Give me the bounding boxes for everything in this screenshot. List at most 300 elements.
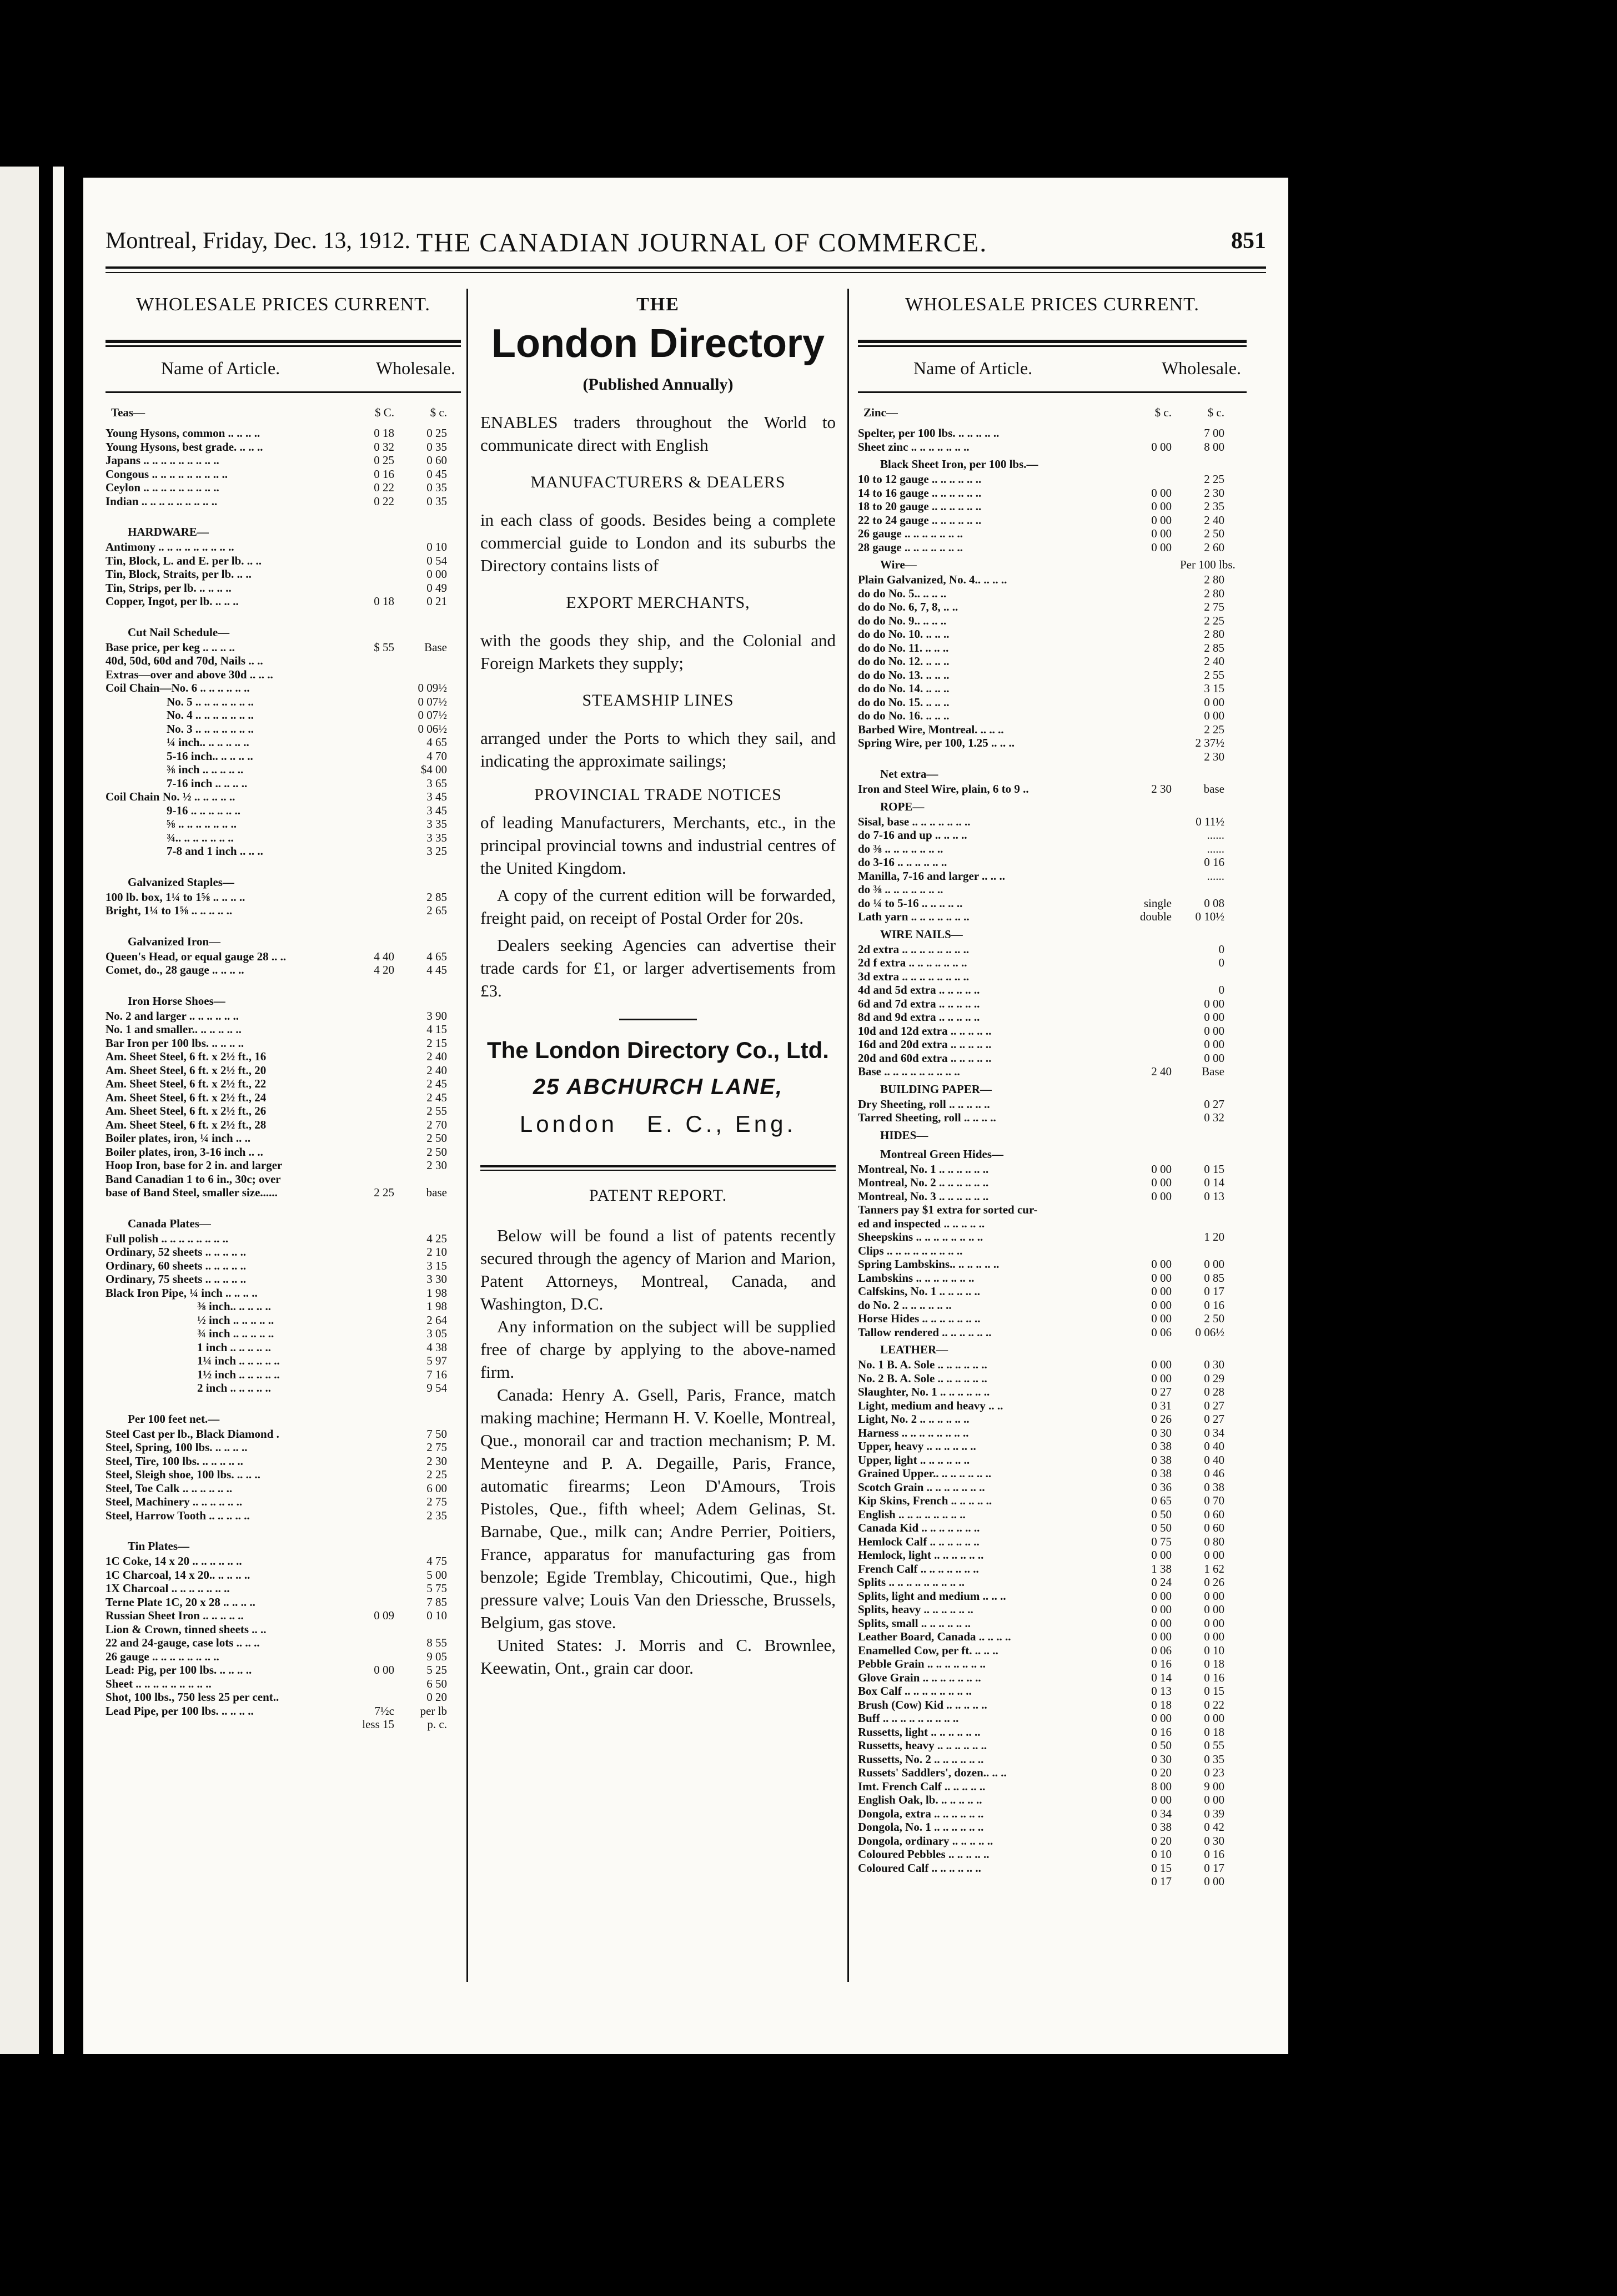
price-row bbox=[858, 500, 1247, 513]
left-column-headings bbox=[106, 347, 461, 391]
price-low: 0 24 bbox=[1151, 1575, 1172, 1589]
price-low: 0 00 bbox=[1151, 1548, 1172, 1562]
article-name: 6d and 7d extra .. .. .. .. .. bbox=[858, 996, 980, 1010]
article-name: Tin Plates— bbox=[128, 1539, 190, 1553]
subsection-heading-row bbox=[106, 1213, 461, 1232]
price-row bbox=[106, 454, 461, 467]
price-row bbox=[858, 1111, 1247, 1125]
article-name: Young Hysons, common .. .. .. .. bbox=[106, 426, 260, 440]
article-name: HIDES— bbox=[880, 1128, 928, 1142]
price-row bbox=[858, 1481, 1247, 1494]
price-high: 2 85 bbox=[1204, 641, 1224, 654]
price-high: 5 97 bbox=[426, 1354, 447, 1367]
price-row bbox=[106, 440, 461, 454]
price-high: 3 15 bbox=[426, 1258, 447, 1272]
article-name: Zinc— bbox=[863, 406, 898, 419]
subsection-heading-row bbox=[106, 990, 461, 1009]
price-high: 3 25 bbox=[426, 844, 447, 858]
price-high: 0 35 bbox=[426, 481, 447, 494]
price-high: 0 10 bbox=[426, 540, 447, 553]
article-name: 1X Charcoal .. .. .. .. .. .. .. bbox=[106, 1582, 230, 1595]
article-name: Steel, Sleigh shoe, 100 lbs. .. .. .. bbox=[106, 1468, 260, 1481]
article-name: Kip Skins, French .. .. .. .. .. bbox=[858, 1494, 992, 1507]
price-low: 0 50 bbox=[1151, 1739, 1172, 1752]
article-name: Galvanized Iron— bbox=[128, 934, 221, 948]
price-low: 0 38 bbox=[1151, 1439, 1172, 1453]
price-high: 8 55 bbox=[426, 1636, 447, 1649]
price-high: 0 08 bbox=[1204, 896, 1224, 910]
price-row bbox=[858, 1230, 1247, 1244]
price-high: 0 60 bbox=[426, 454, 447, 467]
price-high: 0 27 bbox=[1204, 1412, 1224, 1426]
price-row bbox=[858, 1285, 1247, 1298]
price-low: 0 13 bbox=[1151, 1684, 1172, 1698]
price-row bbox=[106, 1509, 461, 1523]
price-low: 0 00 bbox=[1151, 1312, 1172, 1325]
price-row bbox=[106, 1118, 461, 1132]
price-high: 2 45 bbox=[426, 1077, 447, 1090]
article-name: Dongola, ordinary .. .. .. .. .. bbox=[858, 1834, 993, 1847]
article-name: Russetts, heavy .. .. .. .. .. .. bbox=[858, 1739, 987, 1752]
price-row bbox=[858, 1711, 1247, 1725]
price-high: Base bbox=[424, 640, 447, 654]
price-row bbox=[858, 1038, 1247, 1051]
price-row bbox=[858, 1548, 1247, 1562]
article-name: 10 to 12 gauge .. .. .. .. .. .. bbox=[858, 472, 982, 486]
article-name: Plain Galvanized, No. 4.. .. .. .. bbox=[858, 573, 1007, 586]
ad-caption-export: EXPORT MERCHANTS, bbox=[566, 593, 750, 612]
price-high: 0 55 bbox=[1204, 1739, 1224, 1752]
left-price-table bbox=[106, 393, 461, 1731]
price-high: 0 13 bbox=[1204, 1189, 1224, 1203]
price-row bbox=[858, 1162, 1247, 1176]
article-name: 4d and 5d extra .. .. .. .. .. bbox=[858, 983, 980, 996]
company-city: London E. C., Eng. bbox=[519, 1111, 797, 1137]
article-name: Brush (Cow) Kid .. .. .. .. .. bbox=[858, 1698, 987, 1711]
price-high: 0 00 bbox=[1204, 1793, 1224, 1806]
article-name: No. 1 B. A. Sole .. .. .. .. .. .. bbox=[858, 1358, 987, 1371]
ad-caption-manufacturers: MANUFACTURERS & DEALERS bbox=[530, 473, 786, 491]
article-name: Grained Upper.. .. .. .. .. .. .. bbox=[858, 1467, 992, 1480]
price-high: 0 40 bbox=[1204, 1439, 1224, 1453]
price-low: 0 75 bbox=[1151, 1534, 1172, 1548]
article-name: Base .. .. .. .. .. .. .. .. .. bbox=[858, 1065, 960, 1078]
price-low: 0 50 bbox=[1151, 1521, 1172, 1534]
name-of-article-heading: Name of Article. bbox=[161, 358, 280, 378]
price-row bbox=[858, 1217, 1247, 1231]
price-high: 2 65 bbox=[426, 904, 447, 917]
subsection-heading-row bbox=[106, 521, 461, 540]
price-high: 0 35 bbox=[426, 494, 447, 508]
price-high: 0 28 bbox=[1204, 1385, 1224, 1398]
price-row bbox=[858, 600, 1247, 614]
price-high: 9 00 bbox=[1204, 1779, 1224, 1793]
price-high: 0 26 bbox=[1204, 1575, 1224, 1589]
price-high: 0 16 bbox=[1204, 1298, 1224, 1312]
price-row bbox=[106, 1427, 461, 1441]
price-high: 0 14 bbox=[1204, 1176, 1224, 1189]
price-low: 0 27 bbox=[1151, 1385, 1172, 1398]
article-name: do 7-16 and up .. .. .. .. bbox=[858, 828, 967, 842]
price-high: 0 46 bbox=[1204, 1467, 1224, 1480]
price-high: 0 27 bbox=[1204, 1398, 1224, 1412]
price-row bbox=[106, 1245, 461, 1259]
price-low: 0 22 bbox=[374, 494, 394, 508]
row-spacer bbox=[106, 858, 461, 872]
price-high: 0 00 bbox=[1204, 1051, 1224, 1065]
article-name: Coil Chain—No. 6 .. .. .. .. .. .. bbox=[106, 681, 250, 694]
price-high: 0 80 bbox=[1204, 1534, 1224, 1548]
article-name: Montreal, No. 2 .. .. .. .. .. .. bbox=[858, 1176, 989, 1189]
price-high: 0 40 bbox=[1204, 1453, 1224, 1467]
price-low: 0 00 bbox=[1151, 1630, 1172, 1643]
price-row bbox=[858, 1753, 1247, 1766]
price-low: 0 26 bbox=[1151, 1412, 1172, 1426]
price-low: 4 20 bbox=[374, 963, 394, 976]
article-name: do do No. 12. .. .. .. bbox=[858, 654, 950, 668]
price-high: 0 00 bbox=[426, 567, 447, 581]
price-low: 2 40 bbox=[1151, 1065, 1172, 1078]
price-row bbox=[106, 736, 461, 749]
price-row bbox=[858, 956, 1247, 970]
price-high: 0 32 bbox=[1204, 1111, 1224, 1124]
article-name: LEATHER— bbox=[880, 1343, 948, 1356]
price-row bbox=[858, 1426, 1247, 1440]
price-high: 0 00 bbox=[1204, 695, 1224, 709]
price-high: 0 39 bbox=[1204, 1806, 1224, 1820]
price-low: 0 00 bbox=[1151, 1257, 1172, 1271]
price-high: 0 17 bbox=[1204, 1861, 1224, 1875]
price-row bbox=[106, 481, 461, 495]
price-low: 0 00 bbox=[1151, 513, 1172, 527]
price-high: $4 00 bbox=[420, 763, 447, 776]
ad-subtitle: (Published Annually) bbox=[582, 375, 734, 394]
price-high: 0 49 bbox=[426, 581, 447, 595]
price-low: 8 00 bbox=[1151, 1779, 1172, 1793]
price-high: 0 00 bbox=[1204, 1257, 1224, 1271]
price-row bbox=[106, 1718, 461, 1731]
article-name: do No. 2 .. .. .. .. .. .. bbox=[858, 1298, 952, 1312]
article-name: Dry Sheeting, roll .. .. .. .. .. bbox=[858, 1097, 990, 1111]
article-name: Tallow rendered .. .. .. .. .. .. bbox=[858, 1325, 992, 1339]
price-high: 0 11½ bbox=[1196, 814, 1224, 828]
article-name: Splits, light and medium .. .. .. bbox=[858, 1589, 1006, 1603]
article-name: Am. Sheet Steel, 6 ft. x 2½ ft., 22 bbox=[106, 1077, 267, 1090]
price-high: 1 20 bbox=[1204, 1230, 1224, 1243]
price-row bbox=[858, 1603, 1247, 1617]
subsection-heading-row bbox=[858, 554, 1247, 573]
article-name: ⅜ inch .. .. .. .. .. bbox=[167, 763, 244, 776]
price-row bbox=[106, 1482, 461, 1496]
article-name: Bar Iron per 100 lbs. .. .. .. .. bbox=[106, 1036, 244, 1050]
price-high: 0 09½ bbox=[418, 681, 447, 694]
column-divider-right bbox=[847, 289, 849, 1982]
price-high: 6 50 bbox=[426, 1676, 447, 1690]
wholesale-heading: Wholesale. bbox=[375, 358, 455, 378]
price-high: ...... bbox=[1207, 842, 1224, 855]
price-row bbox=[106, 540, 461, 554]
article-name: Slaughter, No. 1 .. .. .. .. .. .. bbox=[858, 1385, 990, 1398]
article-name: Steel, Machinery .. .. .. .. .. .. bbox=[106, 1495, 243, 1508]
price-row bbox=[858, 1562, 1247, 1576]
price-row bbox=[858, 1467, 1247, 1481]
article-name: HARDWARE— bbox=[128, 525, 209, 538]
article-name: Montreal Green Hides— bbox=[880, 1147, 1004, 1161]
article-name: Splits .. .. .. .. .. .. .. .. .. bbox=[858, 1575, 965, 1589]
article-name: Steel, Toe Calk .. .. .. .. .. .. bbox=[106, 1481, 233, 1495]
price-low: 1 38 bbox=[1151, 1562, 1172, 1575]
article-name: Manilla, 7-16 and larger .. .. .. bbox=[858, 869, 1006, 883]
article-name: Russets' Saddlers', dozen.. .. .. bbox=[858, 1766, 1007, 1779]
right-column-title: WHOLESALE PRICES CURRENT. bbox=[905, 294, 1199, 315]
newspaper-page bbox=[83, 178, 1288, 2054]
price-high: 3 45 bbox=[426, 790, 447, 803]
section-heading-row bbox=[106, 393, 461, 426]
article-name: Glove Grain .. .. .. .. .. .. .. bbox=[858, 1670, 981, 1684]
header-rule bbox=[106, 266, 1266, 269]
article-name: do ⅜ .. .. .. .. .. .. .. bbox=[858, 883, 943, 896]
article-name: 10d and 12d extra .. .. .. .. .. bbox=[858, 1024, 992, 1038]
price-row bbox=[106, 804, 461, 818]
article-name: Buff .. .. .. .. .. .. .. .. .. bbox=[858, 1711, 959, 1725]
price-row bbox=[858, 782, 1247, 796]
article-name: 18 to 20 gauge .. .. .. .. .. .. bbox=[858, 500, 982, 513]
article-name: Lead Pipe, per 100 lbs. .. .. .. .. bbox=[106, 1704, 254, 1718]
price-row bbox=[858, 1508, 1247, 1522]
price-low: 0 06 bbox=[1151, 1643, 1172, 1657]
article-name: Black Sheet Iron, per 100 lbs.— bbox=[880, 457, 1038, 471]
price-low: 0 65 bbox=[1151, 1494, 1172, 1507]
price-row bbox=[106, 1186, 461, 1200]
subsection-heading-row bbox=[858, 1079, 1247, 1097]
price-row bbox=[858, 1834, 1247, 1848]
price-high: 2 25 bbox=[1204, 722, 1224, 736]
price-row bbox=[858, 486, 1247, 500]
patent-paragraph-3: Canada: Henry A. Gsell, Paris, France, match making machine; Hermann H. V. Koelle, Montreal, Que., monorail car and traction mechanism; P. M. Menteyne and P. A. Degaille, Paris, France, automatic firearms; Leon D'Amours, Trois Pistoles, Que., fifth wheel; Adem Gelinas, St. Barnabe, Que., milk can; Andre Perrier, Poitiers, France, apparatus for manufacturing gas from benzole; Egide Tremblay, Chicoutimi, Que., high pressure valve; Louis Van den Driessche, Brussels, Belgium, gas stove. bbox=[480, 1385, 836, 1632]
price-row bbox=[106, 904, 461, 918]
price-high: ...... bbox=[1207, 828, 1224, 842]
subsection-heading-row bbox=[858, 1339, 1247, 1358]
article-name: Am. Sheet Steel, 6 ft. x 2½ ft., 26 bbox=[106, 1104, 267, 1117]
wholesale-heading: Wholesale. bbox=[1161, 358, 1241, 378]
article-name: Black Iron Pipe, ¼ inch .. .. .. .. bbox=[106, 1286, 258, 1300]
price-row bbox=[106, 1259, 461, 1273]
article-name: Iron Horse Shoes— bbox=[128, 994, 225, 1008]
price-low: 0 00 bbox=[1151, 1711, 1172, 1725]
price-high: 0 00 bbox=[1204, 1548, 1224, 1562]
price-low: 0 00 bbox=[1151, 1371, 1172, 1385]
price-row bbox=[106, 1023, 461, 1036]
price-high: 0 00 bbox=[1204, 1875, 1224, 1888]
price-row bbox=[858, 1024, 1247, 1038]
price-low: 0 25 bbox=[374, 454, 394, 467]
price-row bbox=[106, 963, 461, 977]
article-name: Congous .. .. .. .. .. .. .. .. .. bbox=[106, 467, 228, 481]
price-high: 3 30 bbox=[426, 1272, 447, 1286]
article-name: Coloured Pebbles .. .. .. .. .. bbox=[858, 1847, 990, 1861]
price-row bbox=[858, 869, 1247, 883]
article-name: Extras—over and above 30d .. .. .. bbox=[106, 667, 273, 681]
price-row bbox=[106, 1354, 461, 1368]
price-row bbox=[858, 1725, 1247, 1739]
price-low: 0 10 bbox=[1151, 1847, 1172, 1861]
article-name: Barbed Wire, Montreal. .. .. .. bbox=[858, 722, 1004, 736]
article-name: Am. Sheet Steel, 6 ft. x 2½ ft., 24 bbox=[106, 1090, 267, 1104]
article-name: Sheet zinc .. .. .. .. .. .. .. bbox=[858, 440, 970, 454]
price-high: 7 85 bbox=[426, 1595, 447, 1609]
price-low: 2 25 bbox=[374, 1186, 394, 1199]
price-high: base bbox=[426, 1186, 447, 1199]
patent-report-title: PATENT REPORT. bbox=[589, 1186, 727, 1205]
price-low: 0 30 bbox=[1151, 1426, 1172, 1439]
price-low: 0 14 bbox=[1151, 1670, 1172, 1684]
article-name: 20d and 60d extra .. .. .. .. .. bbox=[858, 1051, 992, 1065]
price-high: 2 35 bbox=[1204, 500, 1224, 513]
price-row bbox=[106, 1077, 461, 1091]
price-high: 2 37½ bbox=[1195, 736, 1224, 749]
article-name: Canada Kid .. .. .. .. .. .. .. bbox=[858, 1521, 980, 1534]
article-name: Canada Plates— bbox=[128, 1216, 211, 1230]
price-row bbox=[858, 1257, 1247, 1271]
article-name: 2d extra .. .. .. .. .. .. .. .. bbox=[858, 942, 970, 956]
price-high: 1 98 bbox=[426, 1286, 447, 1300]
article-name: Upper, light .. .. .. .. .. .. bbox=[858, 1453, 970, 1467]
article-name: ¼ inch.. .. .. .. .. .. bbox=[167, 736, 249, 749]
price-high: 4 65 bbox=[426, 736, 447, 749]
header-rule-thin bbox=[106, 272, 1266, 273]
article-name: Tarred Sheeting, roll .. .. .. .. bbox=[858, 1111, 996, 1124]
price-low: 0 15 bbox=[1151, 1861, 1172, 1875]
price-low: 7½c bbox=[374, 1704, 394, 1718]
article-name: Dongola, extra .. .. .. .. .. .. bbox=[858, 1806, 984, 1820]
price-high: 2 25 bbox=[1204, 472, 1224, 486]
article-name: 1C Charcoal, 14 x 20.. .. .. .. .. bbox=[106, 1568, 250, 1582]
article-name: Queen's Head, or equal gauge 28 .. .. bbox=[106, 949, 287, 963]
price-high: 0 30 bbox=[1204, 1358, 1224, 1371]
price-row bbox=[106, 467, 461, 481]
price-low: single bbox=[1143, 896, 1172, 910]
price-high: 0 07½ bbox=[418, 708, 447, 722]
price-high: 5 25 bbox=[426, 1663, 447, 1676]
price-row bbox=[106, 708, 461, 722]
price-low: 0 50 bbox=[1151, 1507, 1172, 1521]
ad-title: London Directory bbox=[491, 321, 825, 366]
article-name: Band Canadian 1 to 6 in., 30c; over bbox=[106, 1172, 281, 1186]
article-name: 1½ inch .. .. .. .. .. bbox=[197, 1367, 280, 1381]
price-row bbox=[858, 1097, 1247, 1111]
subsection-heading-row bbox=[858, 924, 1247, 943]
article-name: No. 2 B. A. Sole .. .. .. .. .. .. bbox=[858, 1371, 987, 1385]
price-high: Base bbox=[1202, 1065, 1224, 1078]
article-name: Splits, heavy .. .. .. .. .. .. bbox=[858, 1603, 973, 1616]
price-high: 2 45 bbox=[426, 1090, 447, 1104]
article-name: 14 to 16 gauge .. .. .. .. .. .. bbox=[858, 486, 982, 500]
price-row bbox=[106, 1690, 461, 1704]
price-high: 2 50 bbox=[426, 1145, 447, 1159]
price-row bbox=[858, 828, 1247, 842]
price-high: 0 00 bbox=[1204, 1010, 1224, 1024]
price-row bbox=[858, 1766, 1247, 1780]
article-name: Russian Sheet Iron .. .. .. .. .. bbox=[106, 1609, 244, 1622]
price-row bbox=[858, 1575, 1247, 1589]
price-row bbox=[106, 1582, 461, 1595]
price-row bbox=[106, 1009, 461, 1023]
price-high: 7 50 bbox=[426, 1427, 447, 1441]
price-row bbox=[858, 1399, 1247, 1413]
price-row bbox=[858, 1793, 1247, 1807]
price-row bbox=[858, 1657, 1247, 1671]
article-name: 5-16 inch.. .. .. .. .. bbox=[167, 749, 253, 763]
price-row bbox=[858, 897, 1247, 910]
price-row bbox=[858, 1358, 1247, 1372]
article-name: 26 gauge .. .. .. .. .. .. .. .. bbox=[106, 1649, 219, 1663]
price-low: 0 00 bbox=[1151, 527, 1172, 540]
article-name: 2d f extra .. .. .. .. .. .. .. bbox=[858, 956, 967, 969]
price-high: 0 54 bbox=[426, 553, 447, 567]
article-name: 7-16 inch .. .. .. .. bbox=[167, 776, 248, 790]
price-high: 2 25 bbox=[1204, 613, 1224, 627]
price-low: 0 00 bbox=[1151, 1793, 1172, 1806]
price-row bbox=[858, 1203, 1247, 1217]
article-name: Boiler plates, iron, ¼ inch .. .. bbox=[106, 1131, 251, 1145]
price-row bbox=[858, 472, 1247, 486]
price-row bbox=[858, 1065, 1247, 1079]
article-name: Steel, Tire, 100 lbs. .. .. .. .. .. bbox=[106, 1454, 243, 1468]
price-row bbox=[106, 1609, 461, 1623]
article-name: Light, No. 2 .. .. .. .. .. .. bbox=[858, 1412, 970, 1426]
price-low: 0 00 bbox=[1151, 1271, 1172, 1285]
price-high: 0 00 bbox=[1204, 1024, 1224, 1038]
price-row bbox=[106, 890, 461, 904]
middle-column bbox=[480, 294, 836, 1679]
price-row bbox=[106, 1677, 461, 1691]
article-name: Hoop Iron, base for 2 in. and larger bbox=[106, 1159, 283, 1172]
price-high: 2 30 bbox=[426, 1454, 447, 1468]
article-name: Young Hysons, best grade. .. .. .. bbox=[106, 440, 263, 454]
price-high: 9 54 bbox=[426, 1381, 447, 1394]
page-gutter bbox=[53, 167, 64, 2054]
price-row bbox=[858, 1010, 1247, 1024]
price-row bbox=[106, 1272, 461, 1286]
price-high: 2 55 bbox=[426, 1104, 447, 1117]
article-name: Russetts, light .. .. .. .. .. .. bbox=[858, 1725, 981, 1739]
price-row bbox=[106, 777, 461, 790]
ad-paragraph-5: of leading Manufacturers, Merchants, etc., in the principal provincial towns and industrial centres of the United Kingdom. bbox=[480, 813, 836, 878]
subsection-heading-row bbox=[106, 622, 461, 641]
price-high: 0 00 bbox=[1204, 709, 1224, 722]
row-spacer bbox=[106, 1395, 461, 1408]
price-row bbox=[858, 1644, 1247, 1658]
price-high: base bbox=[1203, 782, 1224, 795]
price-low: 0 00 bbox=[1151, 540, 1172, 554]
right-price-column bbox=[858, 294, 1247, 1889]
company-address: 25 ABCHURCH LANE, bbox=[533, 1075, 784, 1099]
price-high: 0 00 bbox=[1204, 996, 1224, 1010]
price-row bbox=[858, 573, 1247, 587]
row-spacer bbox=[106, 508, 461, 521]
price-row bbox=[858, 1244, 1247, 1258]
article-name: 2 inch .. .. .. .. .. bbox=[197, 1381, 272, 1394]
article-name: English .. .. .. .. .. .. .. .. bbox=[858, 1507, 966, 1521]
price-high: 5 75 bbox=[426, 1582, 447, 1595]
article-name: Japans .. .. .. .. .. .. .. .. .. bbox=[106, 454, 219, 467]
price-row bbox=[106, 554, 461, 568]
price-high: 0 15 bbox=[1204, 1684, 1224, 1698]
article-name: Steel, Spring, 100 lbs. .. .. .. .. bbox=[106, 1441, 248, 1454]
price-row bbox=[858, 1820, 1247, 1834]
price-row bbox=[858, 1494, 1247, 1508]
price-low: 0 18 bbox=[1151, 1698, 1172, 1711]
